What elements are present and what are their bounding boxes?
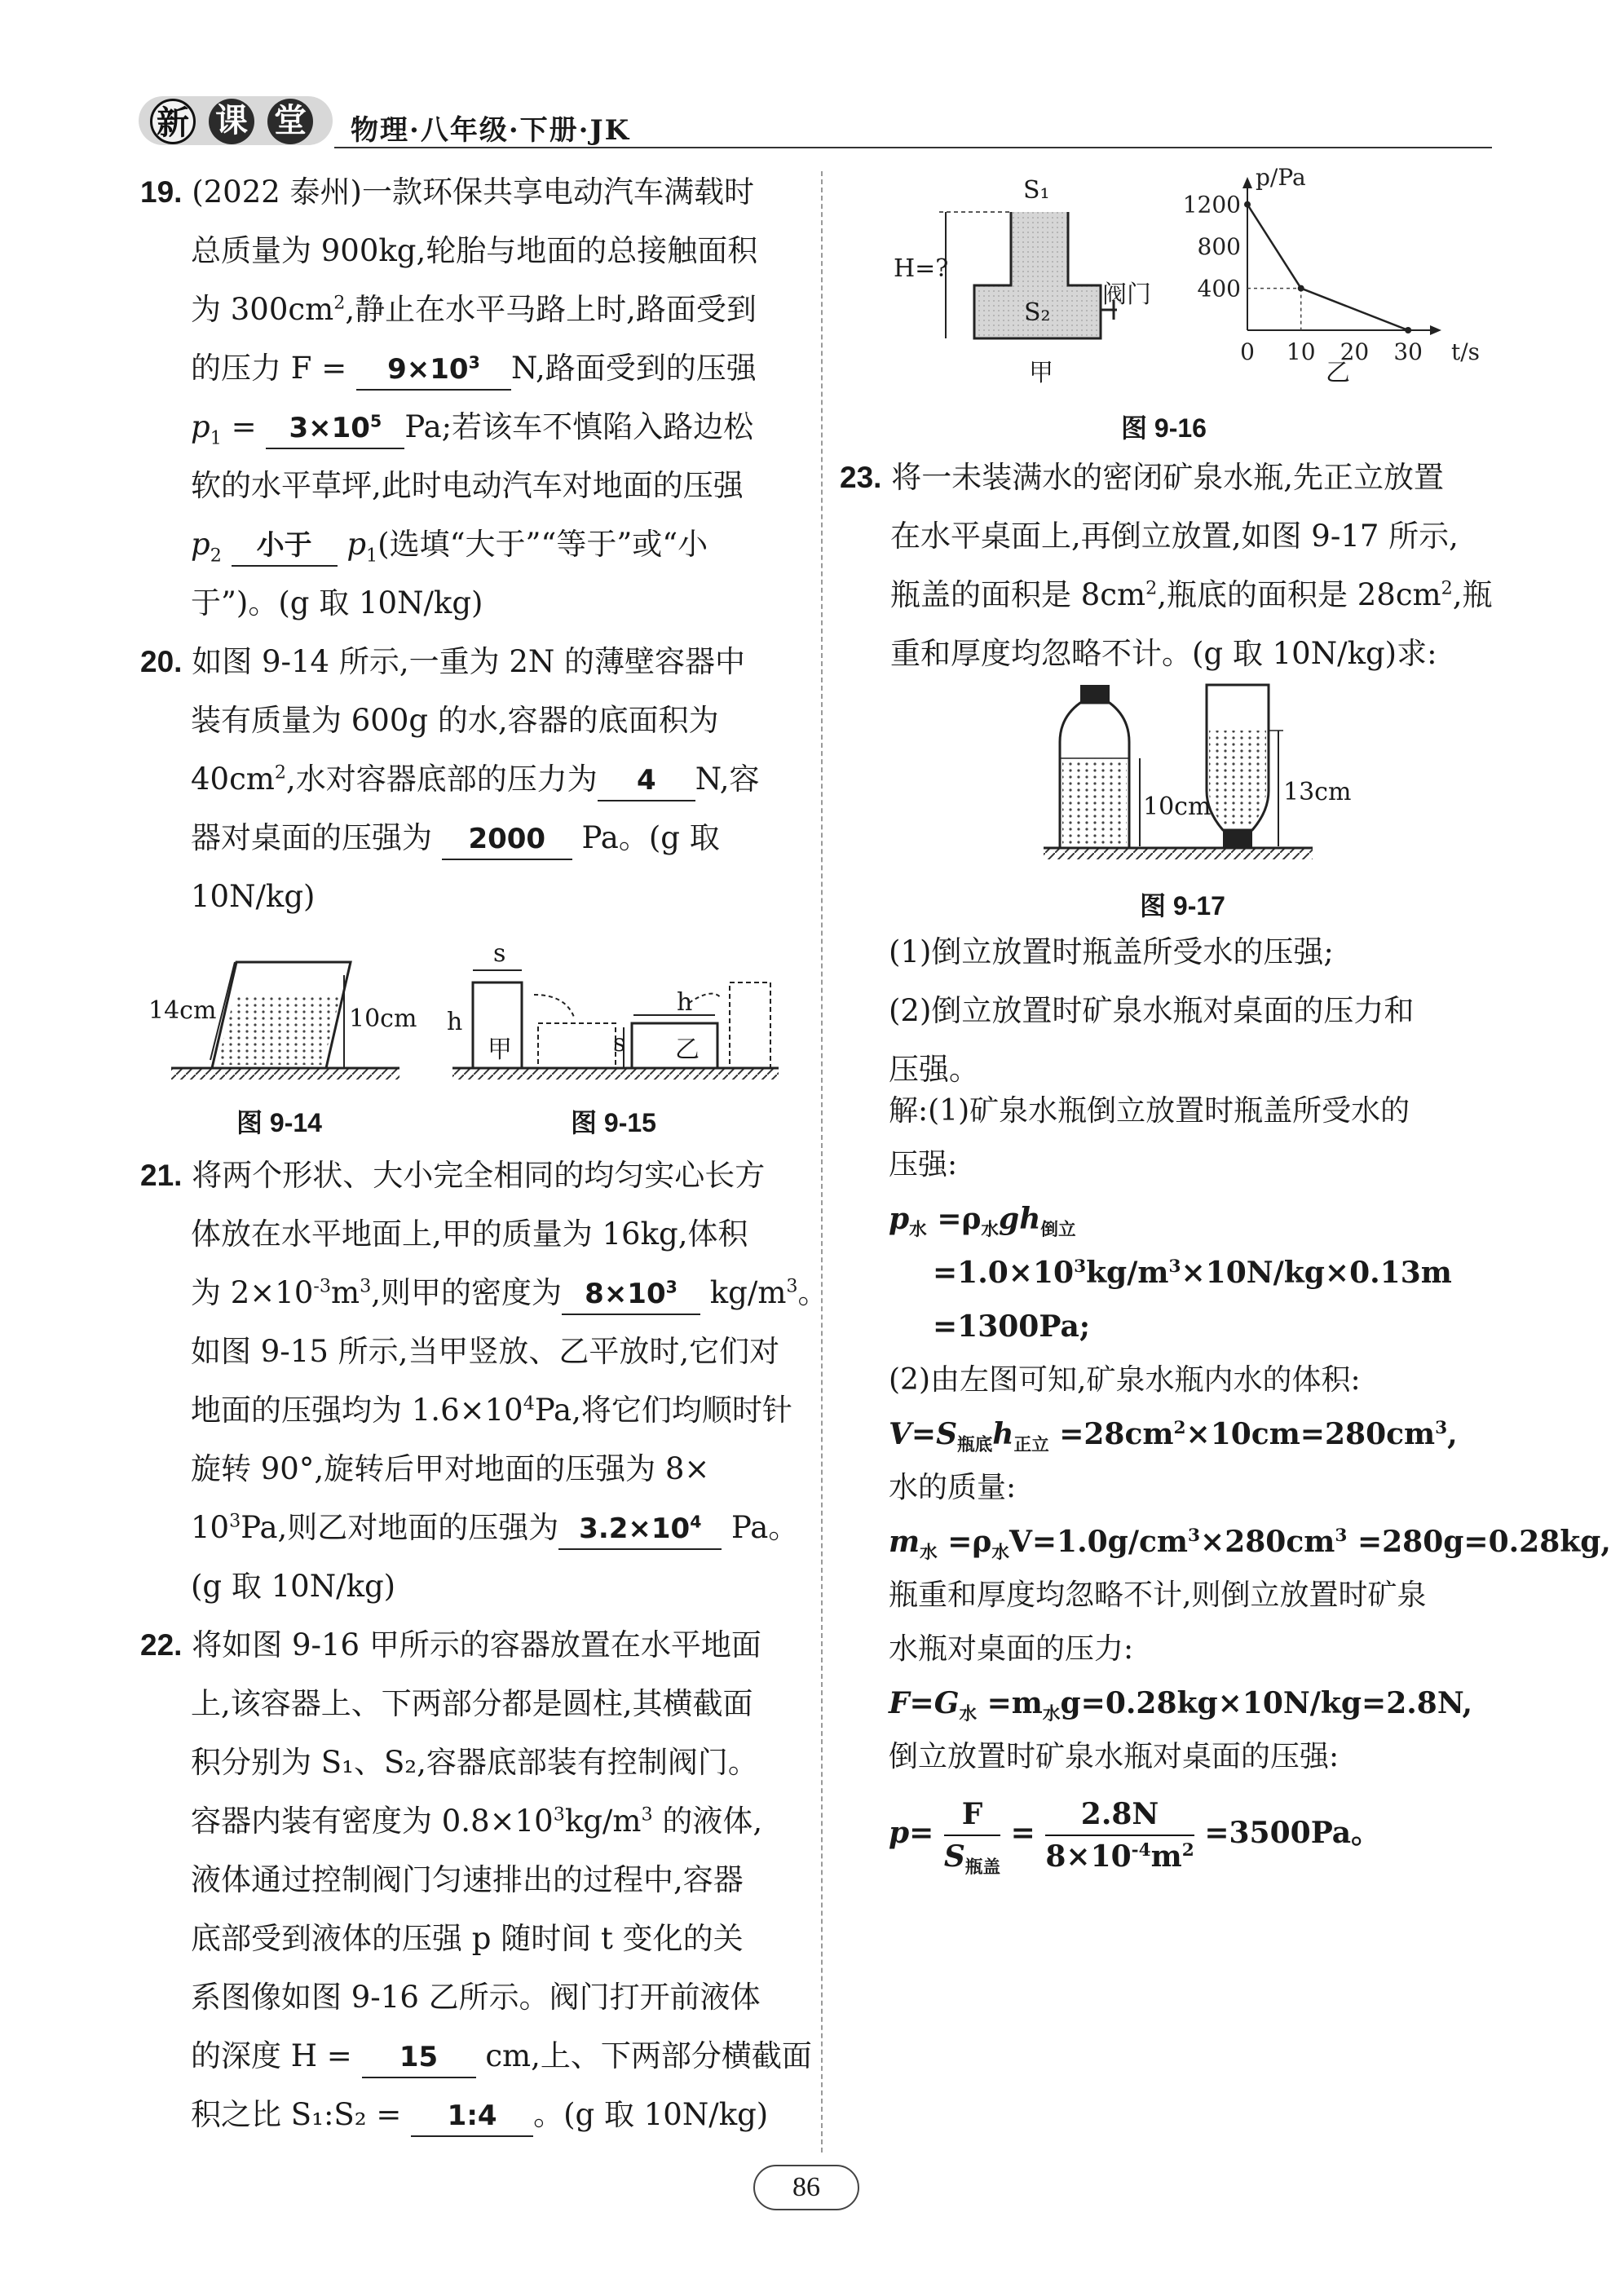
fig916-label-jia: 甲 <box>1029 359 1053 387</box>
text-line: Pa,将它们均顺时针 <box>534 1393 792 1428</box>
text-line: 水的质量: <box>889 1471 1017 1504</box>
answer-comparison: 小于 <box>232 526 338 567</box>
answer-exponent: 4 <box>690 1512 702 1532</box>
text-line: 解:(1)矿泉水瓶倒立放置时瓶盖所受水的 <box>889 1094 1410 1128</box>
text-line: 的液体, <box>652 1804 763 1839</box>
text-line: 正立 <box>1013 1435 1049 1456</box>
question-20: 20. 如图 9-14 所示,一重为 2N 的薄壁容器中 装有质量为 600g 的水,容器的底面积为 $40cm^2$,水对容器底部的压力为 4 N,容 器对桌面的压强为 2000 Pa。(g 取 10N/kg) <box>140 633 760 926</box>
question-23: 23. 将一未装满水的密闭矿泉水瓶,先正立放置 在水平桌面上,再倒立放置,如图 9-17 所示, 瓶盖的面积是 $8cm^2$,瓶底的面积是 $28cm^2$,瓶 重和厚度均忽略不计。(g 取 10N/kg)求: <box>840 448 1493 683</box>
text-line: 旋转 90°,旋转后甲对地面的压强为 8× <box>191 1451 710 1486</box>
text-line: gh <box>999 1202 1041 1236</box>
fig915-caption: 图 9-15 <box>571 1108 656 1137</box>
text-line: 将如图 9-16 甲所示的容器放置在水平地面 <box>192 1627 761 1662</box>
text-line: (2)倒立放置时矿泉水瓶对桌面的压力和 <box>889 993 1415 1028</box>
series-segment <box>1247 205 1301 289</box>
text-line: (2022 泰州)一款环保共享电动汽车满载时 <box>192 174 754 210</box>
text-line: m <box>331 1275 360 1310</box>
text-line: =280g=0.28kg, <box>1347 1525 1611 1559</box>
text-line: 水 <box>1042 1704 1061 1725</box>
answer-value: 3.2×10 <box>579 1512 691 1545</box>
text-line: 。 <box>797 1275 828 1310</box>
x-tick-label: 0 <box>1240 338 1255 365</box>
text-line: 瓶盖 <box>964 1857 1001 1879</box>
question-number: 21. <box>140 1159 183 1192</box>
text-line: 水 <box>991 1543 1009 1564</box>
text-line: 容器内装有密度为 0.8×10 <box>191 1804 554 1839</box>
text-line: =m <box>977 1686 1043 1720</box>
text-line: 水 <box>959 1704 978 1725</box>
text-line: 水 <box>909 1220 927 1241</box>
text-line: 如图 9-15 所示,当甲竖放、乙平放时,它们对 <box>191 1334 780 1369</box>
text-line: ,水对容器底部的压力为 <box>286 762 598 797</box>
fig916-label-valve: 阀门 <box>1102 280 1151 309</box>
text-line: 瓶盖的面积是 8cm <box>890 577 1146 612</box>
text-line: 10N/kg) <box>191 879 316 914</box>
text-line: 总质量为 900kg,轮胎与地面的总接触面积 <box>191 233 758 268</box>
text-line: m <box>889 1525 920 1559</box>
fig915-label-s: s <box>493 939 506 968</box>
fig915-label-h: h <box>447 1008 463 1036</box>
answer-value: 9×10 <box>387 353 469 386</box>
series-segment <box>1301 289 1408 330</box>
text-line: p <box>889 1202 910 1236</box>
fig914-label-left: 14cm <box>148 996 217 1025</box>
answer-density <box>562 1274 700 1315</box>
text-line: 在水平桌面上,再倒立放置,如图 9-17 所示, <box>890 519 1459 554</box>
text-line: F=G <box>889 1686 960 1720</box>
text-line: 瓶底 <box>957 1435 993 1456</box>
fig916-label-S1: S₁ <box>1023 176 1050 205</box>
text-line: 底部受到液体的压强 p 随时间 t 变化的关 <box>191 1921 744 1956</box>
text-line: V=S <box>889 1417 958 1451</box>
text-line: kg/m <box>1086 1256 1169 1290</box>
question-number: 23. <box>840 461 882 494</box>
text-line: =ρ <box>926 1202 982 1236</box>
text-line: (2)由左图可知,矿泉水瓶内水的体积: <box>889 1363 1361 1397</box>
fig915-label-s2: s <box>613 1029 626 1057</box>
text-line: kg/m <box>564 1804 642 1839</box>
text-line: 液体通过控制阀门匀速排出的过程中,容器 <box>191 1862 744 1897</box>
question-22: 22. 将如图 9-16 甲所示的容器放置在水平地面 上,该容器上、下两部分都是圆柱,其横截面 积分别为 S₁、S₂,容器底部装有控制阀门。 容器内装有密度为 $0.8\times 10^3kg/m^3$ 的液体, 液体通过控制阀门匀速排出的过程中,容器 底部受到液体的压强 p 随时间 t 变化的关 系图像如图 9-16 乙所示。阀门打开前液体 的深度 H = 15 cm,上、下两部分横截面 积之比 S₁:S₂ = 1:4 。(g 取 10N/kg) <box>140 1616 812 2144</box>
text-line: ×10N/kg×0.13m <box>1181 1256 1452 1290</box>
y-tick-label: 800 <box>1197 233 1241 261</box>
answer-value: 8×10 <box>585 1278 666 1310</box>
answer-exponent: 5 <box>369 411 382 431</box>
text-line: 的深度 H = <box>191 2038 362 2073</box>
fig915-label-yi: 乙 <box>675 1035 700 1064</box>
book-subtitle: 物理·八年级·下册·JK <box>351 114 631 147</box>
text-line: kg/m <box>709 1275 787 1310</box>
text-line: 40cm <box>191 762 275 797</box>
answer-area-ratio: 1:4 <box>411 2096 533 2137</box>
fraction-F-over-S <box>944 1794 1000 1877</box>
text-line: (选填“大于”“等于”或“小 <box>377 527 708 562</box>
fig915-label-h2: h <box>677 988 693 1017</box>
x-axis-label: t/s <box>1451 338 1481 365</box>
fig914-caption: 图 9-14 <box>236 1108 322 1137</box>
brand-logo <box>139 96 334 148</box>
question-21: 21. 将两个形状、大小完全相同的均匀实心长方 体放在水平地面上,甲的质量为 16kg,体积 为 $2\times 10^{-3}m^3$,则甲的密度为 $8\times 10^3$ $kg/m^3$。 如图 9-15 所示,当甲竖放、乙平放时,它们对 地面的压强均为 $1.6\times 10^4Pa$,将它们均顺时针 旋转 90°,旋转后甲对地面的压强为 8× $10^3Pa$,则乙对地面的压强为 $3.2\times 10^4$ Pa。 (g 取 10N/kg) <box>140 1146 828 1616</box>
text-line: 地面的压强均为 1.6×10 <box>191 1393 523 1428</box>
text-line: N,路面受到的压强 <box>510 351 757 386</box>
data-point <box>1405 327 1411 333</box>
text-line: p= <box>889 1816 934 1850</box>
page-number: 86 <box>753 2165 859 2210</box>
text-line: =28cm <box>1048 1417 1174 1451</box>
fig917-label-left: 10cm <box>1143 793 1212 821</box>
text-line: 积分别为 S₁、S₂,容器底部装有控制阀门。 <box>191 1745 758 1780</box>
text-line: N,容 <box>695 762 760 797</box>
answer-desk-pressure: 2000 <box>442 819 572 860</box>
text-line: 倒立 <box>1040 1220 1076 1241</box>
text-line: 水 <box>981 1220 1000 1241</box>
text-line: 积之比 S₁:S₂ = <box>191 2097 412 2132</box>
fig914-label-right: 10cm <box>349 1004 417 1033</box>
text-line: h <box>992 1417 1014 1451</box>
text-line: 的压力 F = <box>191 351 356 386</box>
formula-pressure <box>889 1784 1611 1879</box>
logo-char-3: 堂 <box>267 99 313 144</box>
fig916-label-S2: S₂ <box>1024 298 1051 327</box>
text-line: 将一未装满水的密闭矿泉水瓶,先正立放置 <box>891 460 1444 495</box>
text-line: = <box>1010 1816 1035 1850</box>
text-line: g=0.28kg×10N/kg=2.8N, <box>1060 1686 1472 1720</box>
numerator: 2.8N <box>1045 1794 1194 1836</box>
text-line: 水 <box>920 1543 938 1564</box>
fig916-label-H: H=? <box>894 254 949 283</box>
question-19: 19. (2022 泰州)一款环保共享电动汽车满载时 总质量为 900kg,轮胎与地面的总接触面积 为 $300cm^2$,静止在水平马路上时,路面受到 的压力 $F = 9\times 10^3$ N,路面受到的压强 $p_1 = 3\times 10^5$ Pa;若该车不慎陷入路边松 软的水平草坪,此时电动汽车对地面的压强 $p_2$ 小于 $p_1$(选填“大于”“等于”或“小 于”)。(g 取 10N/kg) <box>140 163 757 633</box>
text-line: ,静止在水平马路上时,路面受到 <box>345 292 757 327</box>
answer-yi-pressure <box>558 1509 722 1550</box>
text-line: Pa;若该车不慎陷入路边松 <box>404 409 754 444</box>
question-number: 22. <box>140 1628 183 1662</box>
fraction-values: $\frac{2.8N}{8\times 10^{-4}m^2}$ <box>1045 1794 1194 1877</box>
text-line: 瓶重和厚度均忽略不计,则倒立放置时矿泉 <box>889 1578 1427 1612</box>
answer-water-force: 4 <box>598 761 695 801</box>
text-line: =ρ <box>937 1525 992 1559</box>
text-line: (g 取 10N/kg) <box>191 1569 396 1604</box>
header-divider <box>334 147 1492 148</box>
x-tick-label: 30 <box>1393 338 1423 365</box>
text-line: 系图像如图 9-16 乙所示。阀门打开前液体 <box>191 1980 761 2015</box>
text-line: ×10cm=280cm <box>1185 1417 1436 1451</box>
answer-p1 <box>266 408 404 449</box>
text-line: Pa。(g 取 <box>581 820 720 855</box>
y-axis-label: p/Pa <box>1256 164 1306 191</box>
text-line: ,瓶底的面积是 28cm <box>1157 577 1441 612</box>
x-tick-label: 20 <box>1340 338 1370 365</box>
text-line: 倒立放置时矿泉水瓶对桌面的压强: <box>889 1740 1340 1773</box>
fig917-caption: 图 9-17 <box>1140 891 1225 921</box>
text-line: 将两个形状、大小完全相同的均匀实心长方 <box>192 1158 766 1193</box>
logo-char-1: 新 <box>150 99 196 144</box>
text-line: 10 <box>191 1510 230 1545</box>
denominator: S <box>943 1839 965 1874</box>
denominator: 8×10 <box>1045 1839 1132 1874</box>
question-23-parts <box>889 923 1414 1099</box>
text-line: =3500Pa。 <box>1204 1816 1381 1850</box>
fig917-label-right: 13cm <box>1283 778 1352 806</box>
page-header <box>139 90 1492 155</box>
fig915-label-jia: 甲 <box>488 1035 512 1064</box>
solution: 解:(1)矿泉水瓶倒立放置时瓶盖所受水的 压强: $p_水 =\rho_水gh_{倒立}$ $=1.0\times 10^3kg/m^3\times 10N/kg\times 0.13m$ =1300Pa; (2)由左图可知,矿泉水瓶内水的体积: $V=S_{瓶底}h_{正立} =28cm^2\times 10cm=280cm^3$, 水的质量: $m_水 =\rho_水V=1.0g/cm^3\times 280cm^3 =280g=0.28kg$, 瓶重和厚度均忽略不计,则倒立放置时矿泉 水瓶对桌面的压力: $F=G_水 =m_水g=0.28kg\times 10N/kg=2.8N$, 倒立放置时矿泉水瓶对桌面的压强: p= $\frac{F}{S_{瓶盖}}$ = $\frac{2.8N}{8\times 10^{-4}m^2}$ =3500Pa。 <box>889 1084 1611 1874</box>
text-line: 重和厚度均忽略不计。(g 取 10N/kg)求: <box>890 636 1437 671</box>
logo-char-2: 课 <box>209 99 254 144</box>
fig916-label-yi: 乙 <box>1326 359 1350 387</box>
answer-force <box>356 350 511 391</box>
text-line: ×280cm <box>1200 1525 1335 1559</box>
text-line: 压强: <box>889 1148 958 1181</box>
answer-exponent: 3 <box>468 352 480 373</box>
data-point <box>1244 201 1251 208</box>
text-line: m <box>1150 1839 1182 1874</box>
text-line: -4 <box>1131 1840 1151 1861</box>
text-line: 体放在水平地面上,甲的质量为 16kg,体积 <box>191 1216 748 1252</box>
text-line: 于”)。(g 取 10N/kg) <box>191 585 483 620</box>
text-line: 压强。 <box>889 1052 979 1087</box>
text-line: cm,上、下两部分横截面 <box>485 2038 812 2073</box>
text-line: 。(g 取 10N/kg) <box>533 2097 769 2132</box>
text-line: Pa,则乙对地面的压强为 <box>241 1510 559 1545</box>
text-line: (1)倒立放置时瓶盖所受水的压强; <box>889 934 1334 969</box>
question-number: 20. <box>140 645 183 678</box>
text-line: ,瓶 <box>1452 577 1493 612</box>
text-line: 器对桌面的压强为 <box>191 820 432 855</box>
text-line: 装有质量为 600g 的水,容器的底面积为 <box>191 703 719 738</box>
figure-9-17 <box>1035 677 1321 872</box>
fig916-caption: 图 9-16 <box>1121 413 1207 443</box>
numerator: F <box>944 1794 1000 1836</box>
text-line: 为 2×10 <box>191 1275 314 1310</box>
answer-value: 3×10 <box>289 412 370 444</box>
text-line: Pa。 <box>731 1510 799 1545</box>
text-line: 上,该容器上、下两部分都是圆柱,其横截面 <box>191 1686 753 1721</box>
text-line: 水瓶对桌面的压力: <box>889 1632 1134 1666</box>
text-line: =1.0×10 <box>933 1256 1075 1290</box>
figure-9-16-chart <box>1174 164 1481 387</box>
text-line: , <box>1447 1417 1458 1451</box>
text-line: =1300Pa; <box>933 1309 1091 1344</box>
text-line: 为 300cm <box>191 292 334 327</box>
data-point <box>1298 285 1304 292</box>
text-line: 软的水平草坪,此时电动汽车对地面的压强 <box>191 468 744 503</box>
text-line: 如图 9-14 所示,一重为 2N 的薄壁容器中 <box>192 644 746 679</box>
y-tick-label: 400 <box>1197 275 1241 302</box>
question-number: 19. <box>140 175 183 209</box>
text-line: V=1.0g/cm <box>1009 1525 1189 1559</box>
text-line: ,则甲的密度为 <box>371 1275 562 1310</box>
answer-depth-H: 15 <box>362 2038 476 2078</box>
answer-exponent: 3 <box>665 1277 678 1297</box>
x-tick-label: 10 <box>1286 338 1316 365</box>
y-tick-label: 1200 <box>1182 191 1241 219</box>
